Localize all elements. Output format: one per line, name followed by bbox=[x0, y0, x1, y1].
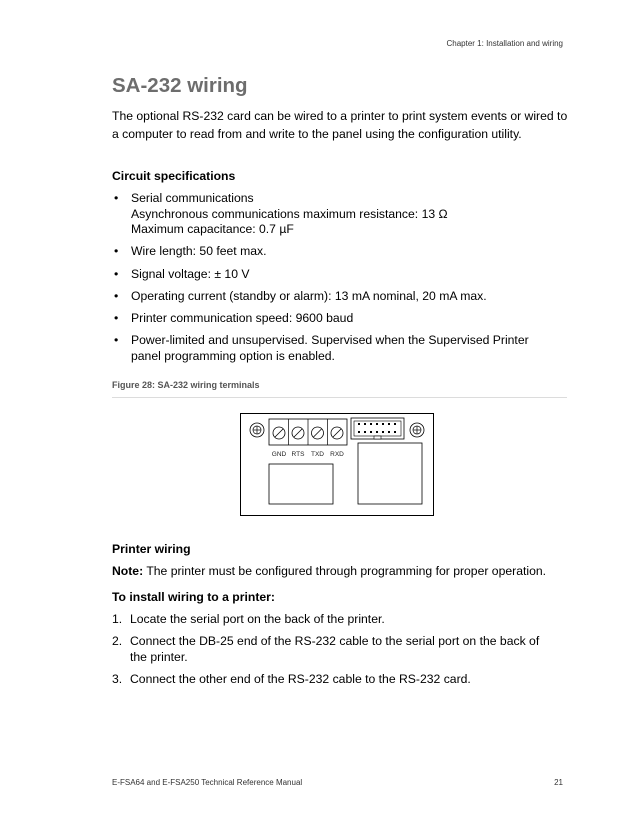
spec-item bbox=[112, 333, 582, 364]
mounting-screw-icon bbox=[410, 423, 424, 437]
terminal-board-diagram bbox=[240, 413, 434, 516]
board-component bbox=[358, 443, 422, 504]
bullet-marker: • bbox=[114, 288, 119, 303]
spec-item bbox=[112, 244, 582, 260]
spec-item bbox=[112, 191, 582, 238]
footer-page-number: 21 bbox=[554, 778, 563, 787]
spec-line: Operating current (standby or alarm): 13 mA nominal, 20 mA max. bbox=[131, 288, 487, 303]
bullet-marker: • bbox=[114, 311, 119, 326]
pin-header-connector bbox=[351, 418, 404, 439]
spec-line: Wire length: 50 feet max. bbox=[131, 244, 267, 259]
mounting-screw-icon bbox=[250, 423, 264, 437]
spec-line: Signal voltage: ± 10 V bbox=[131, 266, 250, 281]
spec-line: Printer communication speed: 9600 baud bbox=[131, 311, 354, 326]
spec-line: Power-limited and unsupervised. Supervised when the Supervised Printer bbox=[131, 333, 529, 348]
bullet-marker: • bbox=[114, 333, 119, 348]
terminal-label: TXD bbox=[311, 451, 324, 458]
figure-caption: Figure 28: SA-232 wiring terminals bbox=[112, 380, 260, 390]
spec-line: Maximum capacitance: 0.7 µF bbox=[131, 222, 294, 236]
spec-line: Asynchronous communications maximum resistance: 13 Ω bbox=[131, 206, 448, 221]
spec-line: panel programming option is enabled. bbox=[131, 348, 335, 363]
intro-paragraph: The optional RS-232 card can be wired to a printer to print system events or wired to a computer to read from and write to the panel using the configuration utility. bbox=[112, 109, 568, 141]
procedure-step bbox=[112, 634, 582, 665]
running-head: Chapter 1: Installation and wiring bbox=[446, 39, 563, 48]
procedure-steps bbox=[112, 612, 582, 694]
spec-item bbox=[112, 311, 582, 327]
terminal-screw-icon bbox=[273, 427, 285, 439]
procedure-step bbox=[112, 612, 582, 628]
terminal-label: GND bbox=[271, 451, 287, 458]
bullet-marker: • bbox=[114, 244, 119, 259]
procedure-step bbox=[112, 672, 582, 688]
bullet-marker: • bbox=[114, 191, 119, 205]
step-line: the printer. bbox=[130, 649, 188, 664]
section-title: SA-232 wiring bbox=[112, 74, 248, 97]
note-label: Note: bbox=[112, 564, 144, 578]
terminal-screw-icon bbox=[292, 427, 304, 439]
bullet-marker: • bbox=[114, 266, 119, 281]
spec-item bbox=[112, 289, 582, 305]
specs-heading: Circuit specifications bbox=[112, 169, 236, 183]
spec-line: Serial communications bbox=[131, 191, 254, 205]
step-line: Connect the other end of the RS-232 cable to the RS-232 card. bbox=[130, 672, 471, 687]
printer-wiring-heading: Printer wiring bbox=[112, 542, 191, 556]
step-number: 2. bbox=[112, 634, 123, 649]
step-line: Locate the serial port on the back of the printer. bbox=[130, 612, 385, 626]
footer-manual-title: E-FSA64 and E-FSA250 Technical Reference Manual bbox=[112, 778, 303, 787]
terminal-label: RXD bbox=[330, 451, 344, 458]
step-number: 1. bbox=[112, 612, 123, 626]
note-paragraph bbox=[112, 564, 546, 578]
step-number: 3. bbox=[112, 672, 123, 687]
procedure-heading: To install wiring to a printer: bbox=[112, 590, 275, 604]
terminal-screw-icon bbox=[331, 427, 343, 439]
board-component bbox=[269, 464, 333, 504]
terminal-block bbox=[269, 419, 347, 445]
note-text: The printer must be configured through programming for proper operation. bbox=[143, 564, 547, 578]
specs-list bbox=[112, 191, 582, 371]
spec-item bbox=[112, 267, 582, 283]
terminal-label: RTS bbox=[291, 451, 305, 458]
caption-rule bbox=[112, 397, 567, 398]
terminal-screw-icon bbox=[312, 427, 324, 439]
step-line: Connect the DB-25 end of the RS-232 cable to the serial port on the back of bbox=[130, 634, 540, 649]
